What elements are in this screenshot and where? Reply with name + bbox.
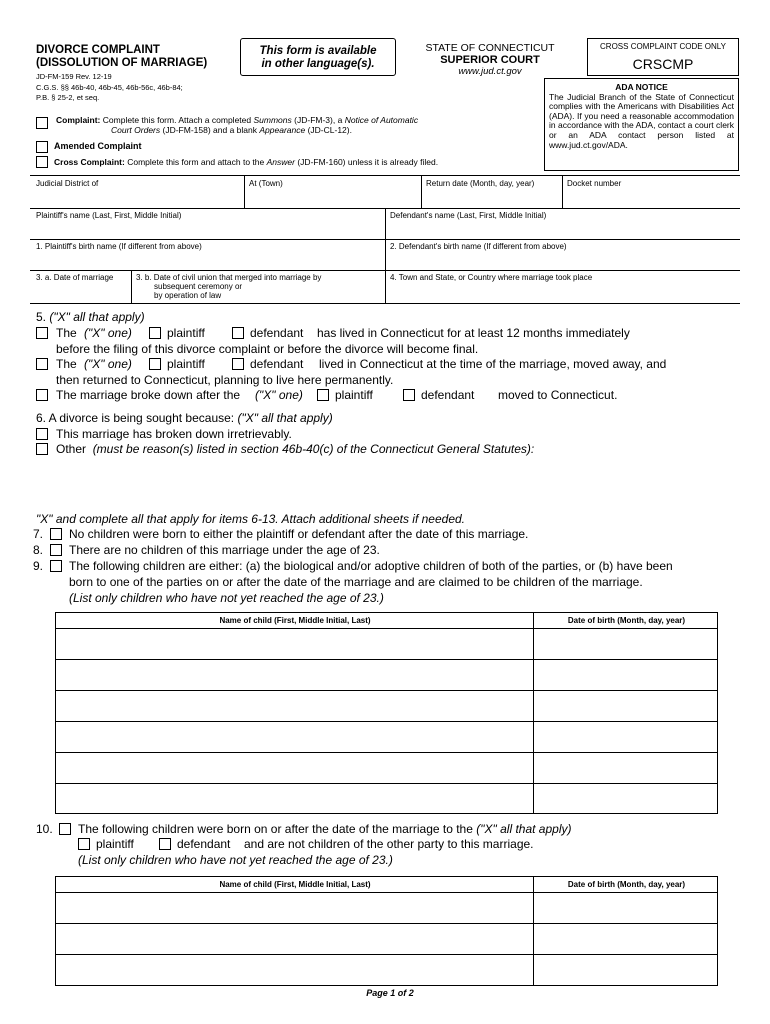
complaint-label: Complaint: (56, 115, 101, 125)
cross-code-box (587, 38, 739, 76)
form-title (36, 44, 207, 70)
item9-line3: (List only children who have not yet reached the age of 23.) (69, 591, 384, 605)
defendant-birth-field[interactable]: 2. Defendant's birth name (If different from above) (390, 242, 567, 251)
judicial-district-field[interactable]: Judicial District of (36, 179, 99, 188)
item5-opt3-defendant-checkbox[interactable] (403, 389, 415, 401)
item5-line3-head: The marriage broke down after the (56, 388, 241, 402)
item5-plaintiff-3: plaintiff (335, 388, 373, 402)
grid-vline-d (385, 208, 386, 303)
item5-line2-cont: then returned to Connecticut, planning to live here permanently. (56, 373, 394, 387)
item5-line1-cont: before the filing of this divorce complaint or before the divorce will become final. (56, 342, 479, 356)
grid-top-line (30, 175, 740, 176)
item5-plaintiff-1: plaintiff (167, 326, 205, 340)
cross-text2: (JD-FM-160) unless it is already filed. (297, 157, 439, 167)
table1-row-line-3 (56, 721, 717, 722)
ada-title: ADA NOTICE (615, 82, 668, 92)
court-header (410, 42, 570, 77)
item7-checkbox[interactable] (50, 528, 62, 540)
item10-line1 (78, 822, 571, 836)
item5-opt1-plaintiff-checkbox[interactable] (149, 327, 161, 339)
statutes-line1: C.G.S. §§ 46b-40, 46b-45, 46b-56c, 46b-84; (36, 83, 183, 92)
item5-opt3-checkbox[interactable] (36, 389, 48, 401)
item5-line1-tail: has lived in Connecticut for at least 12 months immediately (317, 326, 630, 340)
item5-the-2: The (56, 357, 77, 371)
cross-answer: Answer (266, 157, 295, 167)
cross-code-label: CROSS COMPLAINT CODE ONLY (600, 42, 726, 51)
item9-checkbox[interactable] (50, 560, 62, 572)
item5-num: 5. (36, 310, 47, 324)
town-marriage-field[interactable]: 4. Town and State, or Country where marriage took place (390, 273, 593, 282)
table2-col-divider (533, 877, 534, 985)
item10-plaintiff: plaintiff (96, 837, 134, 851)
item10-num: 10. (36, 822, 53, 836)
item8-checkbox[interactable] (50, 544, 62, 556)
at-town-label: At (Town) (249, 179, 283, 188)
language-notice-box (240, 38, 396, 76)
children-table-2 (55, 876, 718, 986)
item5-opt2-checkbox[interactable] (36, 358, 48, 370)
table2-row-line-2 (56, 954, 717, 955)
language-notice-line2: in other language(s). (261, 58, 375, 70)
form-title-line1: DIVORCE COMPLAINT (36, 44, 160, 56)
grid-vline-b (421, 175, 422, 208)
item10-tail: and are not children of the other party to this marriage. (244, 837, 534, 851)
complaint-text2: (JD-FM-3), a (294, 115, 343, 125)
item6-opt1: This marriage has broken down irretrievably. (56, 427, 292, 441)
table2-row-line-1 (56, 923, 717, 924)
item10-plaintiff-checkbox[interactable] (78, 838, 90, 850)
item6-opt2-text: Other (56, 442, 87, 456)
item6-opt2 (56, 442, 534, 456)
item8-text: There are no children of this marriage under the age of 23. (69, 543, 380, 557)
form-id: JD-FM-159 Rev. 12-19 (36, 72, 112, 81)
item7-num: 7. (33, 527, 44, 541)
cross-label: Cross Complaint: (54, 157, 125, 167)
item6-heading-italic: ("X" all that apply) (237, 411, 333, 425)
date-marriage-field[interactable]: 3. a. Date of marriage (36, 273, 114, 282)
table1-header-line (56, 628, 717, 629)
item5-heading (36, 310, 145, 324)
item5-opt2-defendant-checkbox[interactable] (232, 358, 244, 370)
children-table-1 (55, 612, 718, 814)
date-civil-line2: subsequent ceremony or (154, 282, 243, 291)
item10-defendant: defendant (177, 837, 231, 851)
ada-notice (544, 78, 739, 171)
return-date-label: Return date (Month, day, year) (426, 179, 535, 188)
cross-code-value: CRSCMP (632, 56, 694, 72)
table1-row-line-2 (56, 690, 717, 691)
form-title-line2: (DISSOLUTION OF MARRIAGE) (36, 57, 208, 69)
statutes-line2: P.B. § 25-2, et seq. (36, 93, 100, 102)
table1-row-line-1 (56, 659, 717, 660)
item6-opt2-italic: (must be reason(s) listed in section 46b-40(c) of the Connecticut General Statutes): (92, 442, 535, 456)
table2-header-line (56, 892, 717, 893)
complaint-text4: (JD-CL-12). (307, 125, 352, 135)
amended-label: Amended Complaint (54, 141, 142, 151)
court-name: SUPERIOR COURT (440, 54, 540, 66)
item9-num: 9. (33, 559, 44, 573)
item7-text: No children were born to either the plaintiff or defendant after the date of this marriage. (69, 527, 529, 541)
state-name: STATE OF CONNECTICUT (425, 42, 555, 54)
item5-defendant-3: defendant (421, 388, 475, 402)
at-town-field[interactable] (249, 179, 283, 188)
item8-num: 8. (33, 543, 44, 557)
item10-line1-text: The following children were born on or after the date of the marriage to the (78, 822, 473, 836)
item5-the-1: The (56, 326, 77, 340)
cross-complaint-checkbox[interactable] (36, 156, 48, 168)
item10-defendant-checkbox[interactable] (159, 838, 171, 850)
complaint-appearance: Appearance (259, 125, 306, 135)
item10-line1-italic: ("X" all that apply) (476, 822, 572, 836)
item5-opt1-checkbox[interactable] (36, 327, 48, 339)
item9-line2: born to one of the parties on or after the date of the marriage and are claimed to be children of the marriage. (69, 575, 643, 589)
plaintiff-birth-field[interactable]: 1. Plaintiff's birth name (If different from above) (36, 242, 202, 251)
children-instruction: "X" and complete all that apply for items 6-13. Attach additional sheets if needed. (36, 512, 465, 526)
website: www.jud.ct.gov (458, 66, 522, 77)
item5-opt2-plaintiff-checkbox[interactable] (149, 358, 161, 370)
date-civil-union-field[interactable] (136, 273, 321, 300)
item6-heading-text: 6. A divorce is being sought because: (36, 411, 235, 425)
table1-col2-header: Date of birth (Month, day, year) (567, 616, 686, 625)
item5-defendant-1: defendant (250, 326, 304, 340)
item5-xone-3: ("X" one) (255, 388, 303, 402)
complaint-line2 (56, 125, 526, 135)
cross-text1: Complete this form and attach to the (127, 157, 265, 167)
item9-line1: The following children are either: (a) the biological and/or adoptive children of both of the parties, or (b) have been (69, 559, 673, 573)
item5-opt3-plaintiff-checkbox[interactable] (317, 389, 329, 401)
return-date-field[interactable] (426, 179, 534, 188)
defendant-name-field[interactable]: Defendant's name (Last, First, Middle Initial) (390, 211, 547, 220)
complaint-orders: Court Orders (111, 125, 161, 135)
table2-col1-header: Name of child (First, Middle Initial, Last) (219, 880, 371, 889)
date-civil-line3: by operation of law (154, 291, 222, 300)
page-number: Page 1 of 2 (366, 988, 414, 998)
item5-xone-1: ("X" one) (84, 326, 132, 340)
item5-line3-tail: moved to Connecticut. (498, 388, 618, 402)
complaint-checkbox[interactable] (36, 117, 48, 129)
grid-vline-e (131, 270, 132, 303)
complaint-notice: Notice of Automatic (344, 115, 419, 125)
table1-col1-header: Name of child (First, Middle Initial, Last) (219, 616, 371, 625)
complaint-summons: Summons (253, 115, 292, 125)
docket-number-field[interactable]: Docket number (567, 179, 622, 188)
item5-opt1-defendant-checkbox[interactable] (232, 327, 244, 339)
amended-checkbox[interactable] (36, 141, 48, 153)
language-notice-line1: This form is available (259, 45, 377, 57)
item6-opt1-checkbox[interactable] (36, 428, 48, 440)
item5-xone-2: ("X" one) (84, 357, 132, 371)
grid-vline-c (562, 175, 563, 208)
grid-line-4 (30, 303, 740, 304)
statutes (36, 83, 183, 103)
item6-heading (36, 411, 333, 425)
table1-row-line-5 (56, 783, 717, 784)
table2-col2-header: Date of birth (Month, day, year) (567, 880, 686, 889)
complaint-text1: Complete this form. Attach a completed (102, 115, 252, 125)
plaintiff-name-field[interactable]: Plaintiff's name (Last, First, Middle Initial) (36, 211, 182, 220)
table1-row-line-4 (56, 752, 717, 753)
complaint-option (56, 115, 526, 135)
complaint-line1 (56, 115, 526, 125)
ada-text: The Judicial Branch of the State of Connecticut complies with the Americans with Disabilities Act (ADA). If you need a reasonable accommodation in accordance with the ADA, contact a court clerk or an ADA contact person listed at www.jud.ct.gov/ADA. (549, 91, 734, 150)
item5-defendant-2: defendant (250, 357, 304, 371)
item10-checkbox[interactable] (59, 823, 71, 835)
item6-opt2-checkbox[interactable] (36, 443, 48, 455)
date-civil-line1: 3. b. Date of civil union that merged into marriage by (136, 273, 322, 282)
item5-line2-tail: lived in Connecticut at the time of the marriage, moved away, and (319, 357, 667, 371)
item5-heading-italic: ("X" all that apply) (49, 310, 145, 324)
complaint-text3: (JD-FM-158) and a blank (162, 125, 257, 135)
grid-vline-a (244, 175, 245, 208)
cross-complaint-option (54, 157, 438, 167)
item10-line3: (List only children who have not yet reached the age of 23.) (78, 853, 393, 867)
item5-plaintiff-2: plaintiff (167, 357, 205, 371)
